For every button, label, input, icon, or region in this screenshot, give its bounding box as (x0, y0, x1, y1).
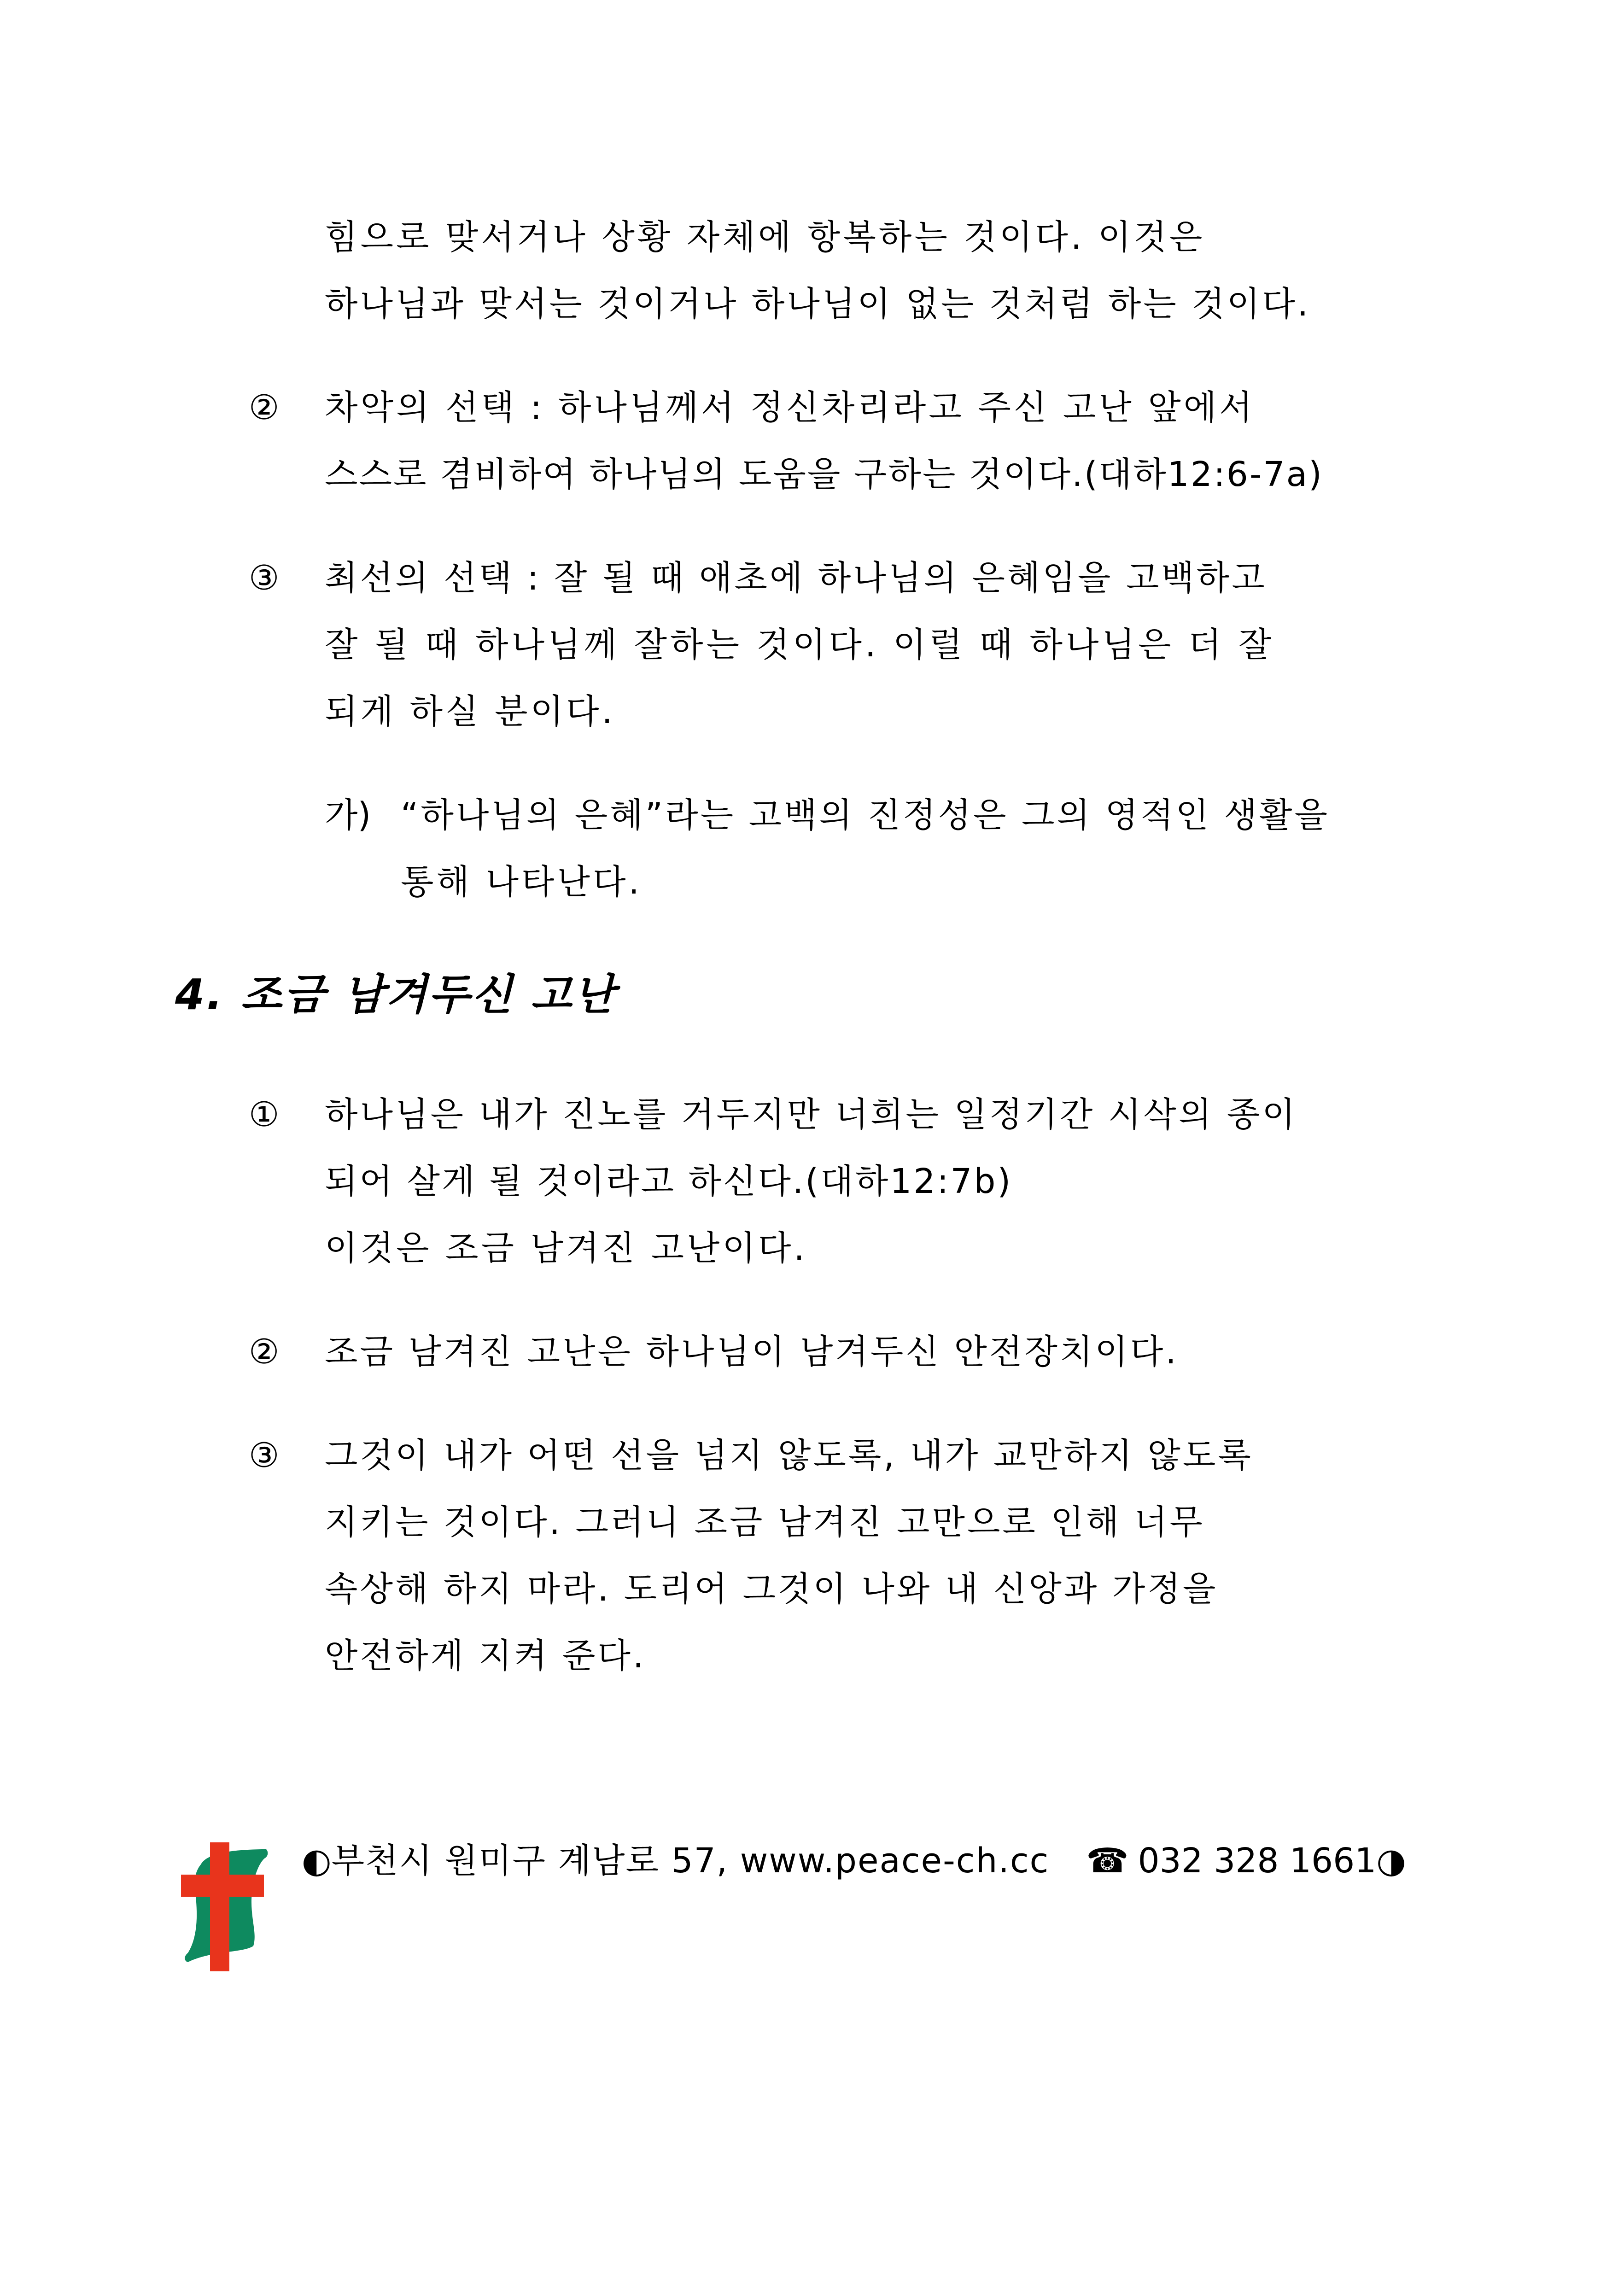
s4-item-3-line-3: 속상해 하지 마라. 도리어 그것이 나와 내 신앙과 가정을 (325, 1569, 1218, 1609)
list-marker-2: ② (249, 1332, 280, 1372)
choice-3-line-1: 최선의 선택 : 잘 될 때 애초에 하나님의 은혜임을 고백하고 (325, 558, 1267, 598)
half-circle-left-icon: ◐ (302, 1841, 332, 1881)
footer-contact (302, 1838, 1406, 1884)
list-marker-3: ③ (249, 558, 280, 598)
s4-item-1-line-3: 이것은 조금 남겨진 고난이다. (325, 1228, 807, 1268)
s4-item-1-line-1: 하나님은 내가 진노를 거두지만 너희는 일정기간 시삭의 종이 (325, 1095, 1297, 1134)
sub-ga-line-2: 통해 나타난다. (401, 862, 642, 902)
s4-item-1-line-2: 되어 살게 될 것이라고 하신다.(대하12:7b) (325, 1162, 1013, 1201)
list-marker-2: ② (249, 388, 280, 427)
s4-item-3-line-4: 안전하게 지켜 준다. (325, 1636, 646, 1676)
footer-phone: 032 328 1661 (1138, 1841, 1377, 1881)
cross-banner-icon (174, 1838, 271, 1971)
choice-3-line-3: 되게 하실 분이다. (325, 692, 615, 731)
section-heading: 4. 조금 남겨두신 고난 (175, 970, 617, 1019)
intro-line-2: 하나님과 맞서는 것이거나 하나님이 없는 것처럼 하는 것이다. (325, 284, 1311, 324)
intro-line-1: 힘으로 맞서거나 상황 자체에 항복하는 것이다. 이것은 (325, 217, 1205, 257)
s4-item-2-line-1: 조금 남겨진 고난은 하나님이 남겨두신 안전장치이다. (325, 1332, 1179, 1372)
s4-item-3-line-2: 지키는 것이다. 그러니 조금 남겨진 고만으로 인해 너무 (325, 1502, 1205, 1542)
choice-2-line-1: 차악의 선택 : 하나님께서 정신차리라고 주신 고난 앞에서 (325, 388, 1255, 427)
sub-ga-line-1: “하나님의 은혜”라는 고백의 진정성은 그의 영적인 생활을 (401, 795, 1330, 835)
list-marker-1: ① (249, 1095, 280, 1134)
sub-marker-ga: 가) (325, 795, 371, 835)
half-circle-right-icon: ◑ (1376, 1841, 1406, 1881)
church-cross-logo (174, 1838, 271, 1971)
choice-3-line-2: 잘 될 때 하나님께 잘하는 것이다. 이럴 때 하나님은 더 잘 (325, 625, 1275, 665)
choice-2-line-2: 스스로 겸비하여 하나님의 도움을 구하는 것이다.(대하12:6-7a) (325, 455, 1323, 494)
list-marker-3: ③ (249, 1436, 280, 1475)
footer-address: 부천시 원미구 계남로 57, www.peace-ch.cc (331, 1841, 1050, 1881)
phone-icon: ☎ (1086, 1841, 1129, 1881)
s4-item-3-line-1: 그것이 내가 어떤 선을 넘지 않도록, 내가 교만하지 않도록 (325, 1436, 1253, 1475)
